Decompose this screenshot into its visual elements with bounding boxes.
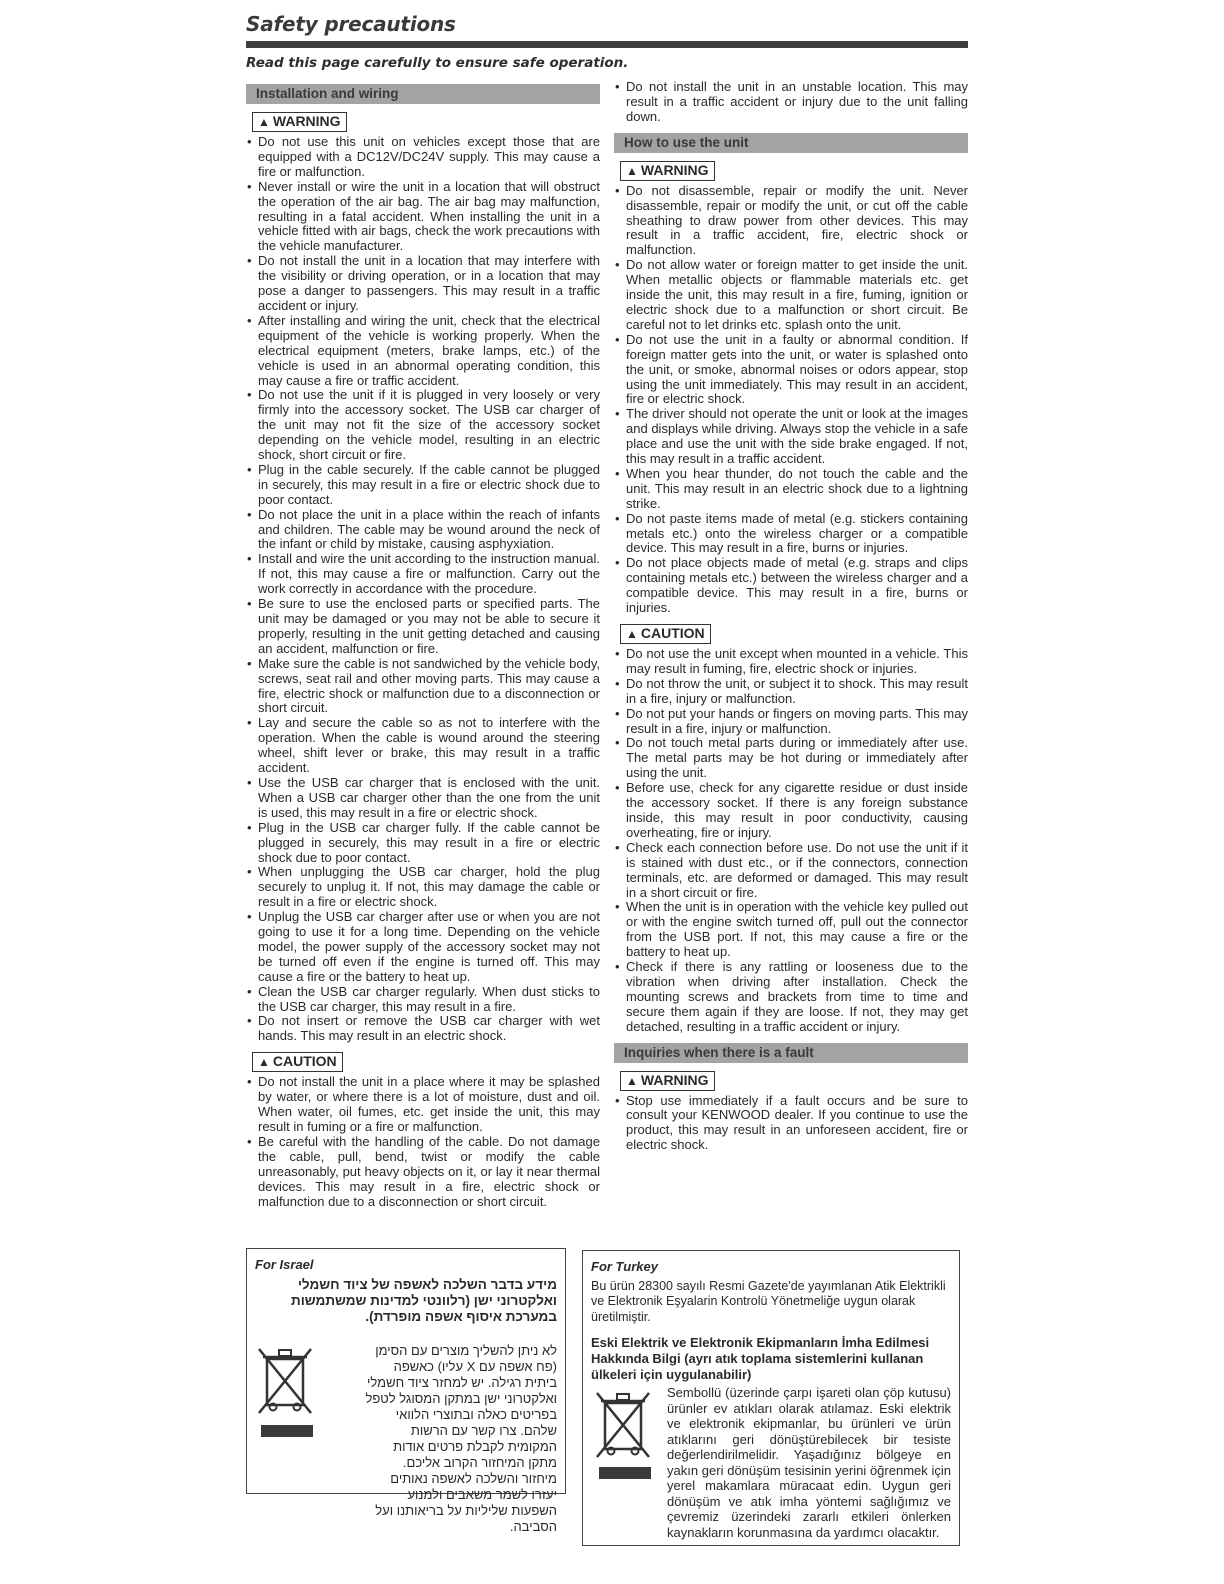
- list-item: • Do not disassemble, repair or modify the unit. Never disassemble, repair or modify the unit, or cut off the cable sheathing to draw power from other devices. This may result in a traffic accident, fire, electric shock or malfunction.: [626, 184, 968, 259]
- list-item: • After installing and wiring the unit, check that the electrical equipment of the vehicle is working properly. When the electrical equipment (meters, brake lamps, etc.) of the vehicle is used in an abnormal operating condition, this may cause a fire or traffic accident.: [258, 314, 600, 389]
- list-item: • Do not paste items made of metal (e.g. stickers containing metals etc.) onto the wireless charger or a compatible device. This may result in a fire, burns or injuries.: [626, 512, 968, 557]
- list-item: • Do not install the unit in a place where it may be splashed by water, or where there is a lot of moisture, dust and oil. When water, oil fumes, etc. get inside the unit, this may result in fuming or a fire or malfunction.: [258, 1075, 600, 1135]
- list-item: • Do not insert or remove the USB car charger with wet hands. This may result in an electric shock.: [258, 1014, 600, 1044]
- list-item: • Do not use the unit except when mounted in a vehicle. This may result in fuming, fire, electric shock or injuries.: [626, 647, 968, 677]
- turkey-body: Sembollü (üzerinde çarpı işareti olan çöp kutusu) ürünler ev atıkları olarak atılamaz. Eski elektrik ve elektronik ekipmanlar, bu ürünleri ve ürün atıklarını geri dönüştürebilecek bir tesiste değerlendirilmelidir. Yaşadığınız bölgeye en yakın geri dönüşüm tesisinin yerini öğrenmek için yerel makamlara müracaat edin. Uygun geri dönüşüm ve atık imha yöntemi sağlığımız ve çevremiz üzerindeki zararlı etkileri önlerken kaynakların korunmasına da yardımcı olacaktır.: [667, 1385, 951, 1540]
- list-item: • Unplug the USB car charger after use or when you are not going to use it for a long time. Depending on the vehicle model, the power supply of the accessory socket may not be turned off even if the engine is turned off. This may cause a fire or the battery to heat up.: [258, 910, 600, 985]
- warning-triangle-icon: ▲: [626, 163, 638, 178]
- installation-warning-list: [246, 135, 600, 1044]
- turkey-title: For Turkey: [591, 1259, 658, 1274]
- caution-badge: [620, 624, 711, 644]
- caution-label: CAUTION: [272, 1053, 337, 1070]
- section-heading-installation: Installation and wiring: [246, 84, 600, 104]
- installation-caution-list: [246, 1075, 600, 1209]
- list-item: • Do not use the unit in a faulty or abnormal condition. If foreign matter gets into the unit, or water is splashed onto the unit, or smoke, abnormal noises or odors appear, stop using the unit immediately. This may result in an accident, fire or electric shock.: [626, 333, 968, 408]
- list-item: • When unplugging the USB car charger, hold the plug securely to unplug it. If not, this may damage the cable or result in a fire or electric shock.: [258, 865, 600, 910]
- list-item: • Do not use the unit if it is plugged in very loosely or very firmly into the accessory socket. The USB car charger of the unit may not fit the size of the accessory socket depending on the vehicle model, resulting in an electric shock, short circuit or fire.: [258, 388, 600, 463]
- list-item: • The driver should not operate the unit or look at the images and displays while driving. Always stop the vehicle in a safe place and use the unit with the side brake engaged. If not, this may result in a traffic accident.: [626, 407, 968, 467]
- warning-badge: [252, 112, 347, 132]
- section-heading-inquiries: Inquiries when there is a fault: [614, 1043, 968, 1063]
- list-item: • Do not throw the unit, or subject it to shock. This may result in a fire, injury or malfunction.: [626, 677, 968, 707]
- list-item: • Never install or wire the unit in a location that will obstruct the operation of the air bag. The air bag may malfunction, resulting in a fatal accident. When installing the unit in a vehicle fitted with air bags, check the work precautions with the vehicle manufacturer.: [258, 180, 600, 255]
- list-item: • Do not use this unit on vehicles except those that are equipped with a DC12V/DC24V supply. This may cause a fire or malfunction.: [258, 135, 600, 180]
- list-item: • Be sure to use the enclosed parts or specified parts. The unit may be damaged or you may not be able to secure it properly, resulting in the unit getting detached and causing an accident, malfunction or fire.: [258, 597, 600, 657]
- right-column: [614, 80, 968, 1159]
- warning-triangle-icon: ▲: [626, 627, 638, 641]
- warning-label: WARNING: [272, 113, 341, 129]
- solid-bar-icon: [261, 1425, 313, 1437]
- list-item: • Do not place objects made of metal (e.g. straps and clips containing metals etc.) between the wireless charger and a compatible device. This may result in a fire, burns or injuries.: [626, 556, 968, 616]
- turkey-heading: Eski Elektrik ve Elektronik Ekipmanların İmha Edilmesi Hakkında Bilgi (ayrı atık toplama sistemlerini kullanan ülkeleri için uygulanabilir): [591, 1335, 930, 1382]
- installation-caution-list-continued: [614, 80, 968, 125]
- turkey-intro: Bu ürün 28300 sayılı Resmi Gazete'de yayımlanan Atik Elektrikli ve Elektronik Eşyalarin Kontrolü Yönetmeliğe uygun olarak üretilmiştir.: [591, 1278, 946, 1324]
- israel-body: לא ניתן להשליך מוצרים עם הסימן (פח אשפה עם X עליו) כאשפה ביתית רגילה. יש למחזר ציוד חשמלי ואלקטרוני ישן במתקן המסוגל לטפל בפריטים כאלה ובתוצרי הלוואי שלהם. צרו קשר עם הרשות המקומית לקבלת פרטים אודות מתקן המיחזור הקרוב אליכם. מיחזור והשלכה לאשפה נאותים יעזרו לשמר משאבים ולמנוע השפעות שליליות על בריאותנו ועל הסביבה.: [365, 1343, 557, 1534]
- warning-triangle-icon: ▲: [626, 1073, 638, 1088]
- warning-triangle-icon: ▲: [258, 115, 270, 129]
- caution-label: CAUTION: [640, 625, 705, 641]
- page-title: Safety precautions: [246, 12, 456, 36]
- list-item: • Plug in the USB car charger fully. If the cable cannot be plugged in securely, this may result in a fire or electric shock due to poor contact.: [258, 821, 600, 866]
- how-to-use-warning-list: [614, 184, 968, 616]
- list-item: • Plug in the cable securely. If the cable cannot be plugged in securely, this may result in a fire or electric shock due to poor contact.: [258, 463, 600, 508]
- inquiries-warning-list: [614, 1094, 968, 1154]
- left-column: [246, 84, 600, 1215]
- list-item: • Be careful with the handling of the cable. Do not damage the cable, pull, bend, twist or modify the cable unreasonably, put heavy objects on it, or lay it near thermal devices. This may result in a fire, electric shock or malfunction due to a disconnection or short circuit.: [258, 1135, 600, 1210]
- list-item: • Check each connection before use. Do not use the unit if it is stained with dust etc., or if the connectors, connection terminals, etc. are deformed or damaged. This may result in a short circuit or fire.: [626, 841, 968, 901]
- list-item: • Do not put your hands or fingers on moving parts. This may result in a fire, injury or malfunction.: [626, 707, 968, 737]
- warning-badge: [620, 161, 715, 181]
- israel-notice-box: [246, 1248, 566, 1534]
- list-item: • Lay and secure the cable so as not to interfere with the operation. When the cable is wound around the steering wheel, shift lever or brake, this may result in a traffic accident.: [258, 716, 600, 776]
- list-item: • Make sure the cable is not sandwiched by the vehicle body, screws, seat rail and other moving parts. This may cause a fire, electric shock or malfunction due to a disconnection or short circuit.: [258, 657, 600, 717]
- page-subtitle: Read this page carefully to ensure safe operation.: [246, 55, 629, 71]
- crossed-out-bin-icon: [257, 1345, 313, 1417]
- list-item: • Use the USB car charger that is enclosed with the unit. When a USB car charger other than the one from the unit is used, this may result in a fire or electric shock.: [258, 776, 600, 821]
- list-item: • Install and wire the unit according to the instruction manual. If not, this may cause a fire or malfunction. Carry out the work correctly in accordance with the procedure.: [258, 552, 600, 597]
- warning-label: WARNING: [640, 161, 709, 178]
- israel-heading: מידע בדבר השלכה לאשפה של ציוד חשמלי ואלקטרוני ישן (רלוונטי למדינות שמשתמשות במערכת איסוף אשפה מופרדת).: [291, 1276, 557, 1324]
- section-heading-how-to-use: How to use the unit: [614, 133, 968, 153]
- list-item: • Do not place the unit in a place within the reach of infants and children. The cable may be wound around the neck of the infant or child by mistake, causing asphyxiation.: [258, 508, 600, 553]
- list-item: • Do not install the unit in a location that may interfere with the visibility or driving operation, or in a location that may pose a danger to passengers. This may result in a traffic accident or injury.: [258, 254, 600, 314]
- turkey-notice-box: [582, 1250, 960, 1546]
- list-item: • Do not install the unit in an unstable location. This may result in a traffic accident or injury due to the unit falling down.: [626, 80, 968, 125]
- warning-triangle-icon: ▲: [258, 1055, 270, 1070]
- warning-badge: [620, 1071, 715, 1091]
- list-item: • Do not allow water or foreign matter to get inside the unit. When metallic objects or flammable materials etc. get inside the unit, this may result in a fire, fuming, ignition or electric shock due to a malfunction or short circuit. Be careful not to let drinks etc. splash onto the unit.: [626, 258, 968, 333]
- list-item: • Clean the USB car charger regularly. When dust sticks to the USB car charger, this may result in a fire.: [258, 985, 600, 1015]
- list-item: • Check if there is any rattling or looseness due to the vibration when driving after installation. Check the mounting screws and brackets from time to time and secure them again if they are loose. If not, they may get detached, resulting in a traffic accident or injury.: [626, 960, 968, 1035]
- list-item: • When you hear thunder, do not touch the cable and the unit. This may result in an electric shock due to a lightning strike.: [626, 467, 968, 512]
- crossed-out-bin-icon: [595, 1389, 651, 1461]
- how-to-use-caution-list: [614, 647, 968, 1035]
- list-item: • Stop use immediately if a fault occurs and be sure to consult your KENWOOD dealer. If you continue to use the product, this may result in an unforeseen accident, fire or electric shock.: [626, 1094, 968, 1154]
- israel-title: For Israel: [255, 1257, 314, 1272]
- list-item: • Before use, check for any cigarette residue or dust inside the accessory socket. If there is any foreign substance inside, this may result in poor conductivity, causing overheating, fire or injury.: [626, 781, 968, 841]
- title-rule: [246, 41, 968, 48]
- solid-bar-icon: [599, 1467, 651, 1479]
- list-item: • When the unit is in operation with the vehicle key pulled out or with the engine switch turned off, pull out the connector from the USB port. If not, this may cause a fire or the battery to heat up.: [626, 900, 968, 960]
- caution-badge: [252, 1052, 343, 1072]
- list-item: • Do not touch metal parts during or immediately after use. The metal parts may be hot during or immediately after using the unit.: [626, 736, 968, 781]
- warning-label: WARNING: [640, 1071, 709, 1088]
